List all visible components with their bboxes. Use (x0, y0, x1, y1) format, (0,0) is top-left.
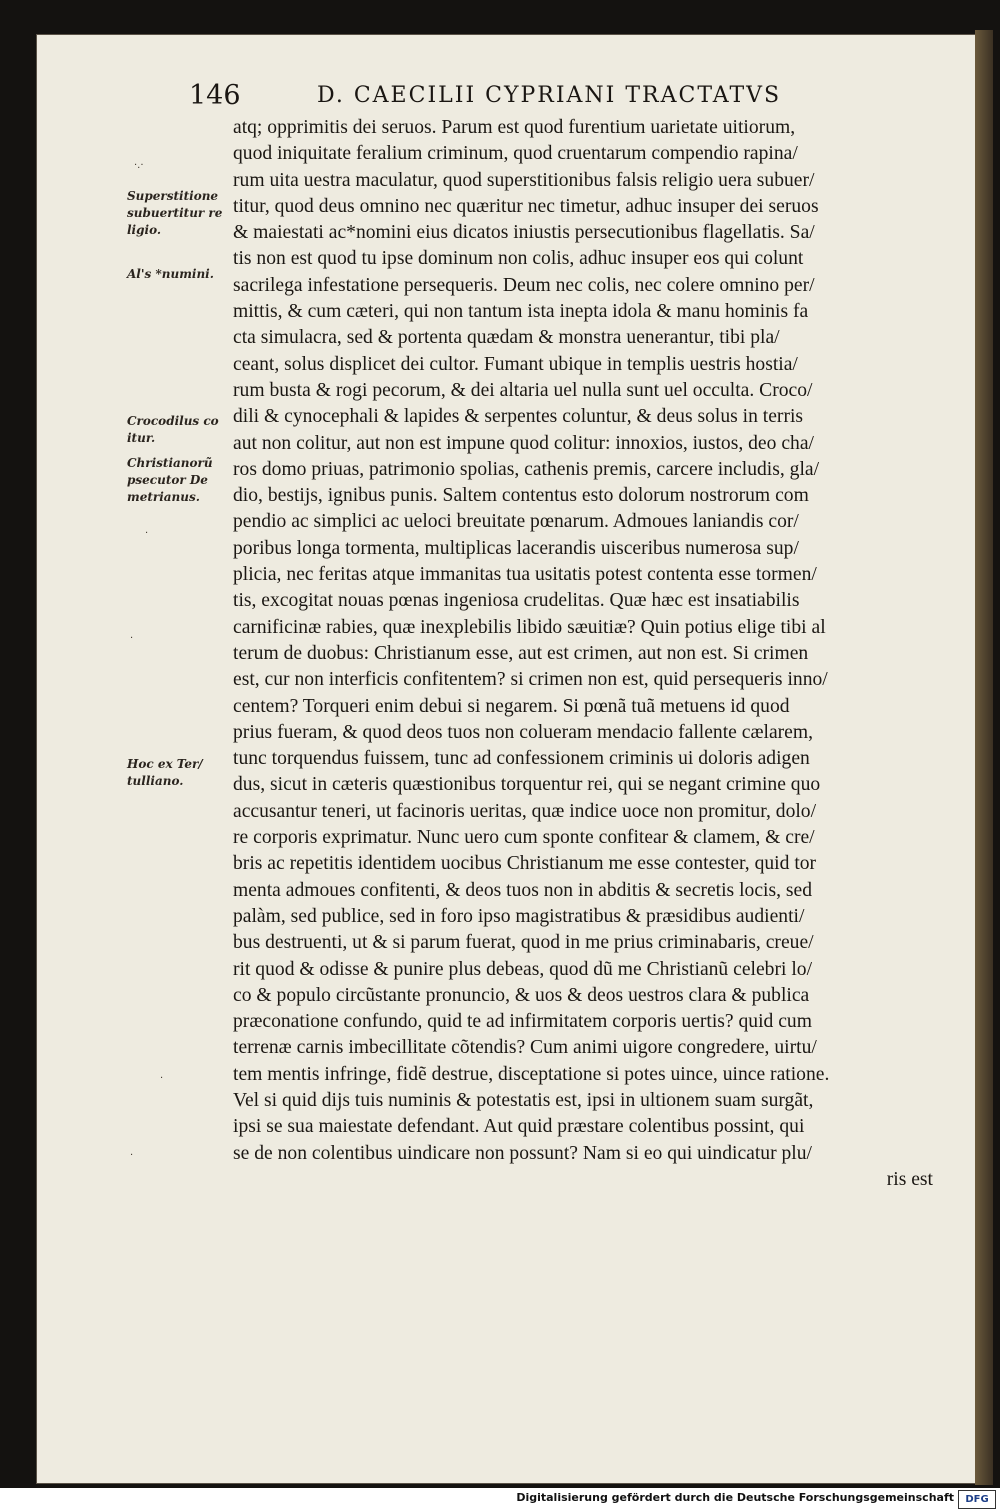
text-line: titur, quod deus omnino nec quæritur nec timetur, adhuc insuper dei seruos (233, 195, 819, 217)
margin-note-tertulliano: Hoc ex Ter/ tulliano. (127, 757, 203, 788)
text-line: centem? Torqueri enim debui si negarem. Si pœnã tuã metuens id quod (233, 695, 790, 717)
dfg-logo: DFG (958, 1490, 996, 1509)
text-line: dili & cynocephali & lapides & serpentes coluntur, & deus solus in terris (233, 406, 804, 428)
stray-mark: · (130, 633, 134, 644)
text-line: tem mentis infringe, fidẽ destrue, disceptatione si potes uince, uince ratione. (233, 1063, 830, 1085)
text-line: quod iniquitate feralium criminum, quod cruentarum compendio rapina/ (233, 143, 798, 165)
text-line: pendio ac simplici ac ueloci breuitate pœnarum. Admoues laniandis cor/ (233, 511, 799, 533)
text-line: ris est (886, 1168, 933, 1190)
text-line: plicia, nec feritas atque immanitas tua usitatis potest contenta esse tormen/ (233, 564, 817, 586)
text-line: dio, bestijs, ignibus punis. Saltem contentus esto dolorum nostrorum com (233, 485, 809, 507)
text-line: se de non colentibus uindicare non possunt? Nam si eo qui uindicatur plu/ (233, 1142, 812, 1164)
text-line: sacrilega infestatione persequeris. Deum nec colis, nec colere omnino per/ (233, 274, 815, 296)
running-head: D. CAECILII CYPRIANI TRACTATVS (317, 83, 782, 108)
text-line: ros domo priuas, patrimonio spolias, cathenis premis, carcere includis, gla/ (233, 458, 820, 480)
text-line: terrenæ carnis imbecillitate cõtendis? Cum animi uigore congredere, uirtu/ (233, 1037, 817, 1059)
funding-credit: Digitalisierung gefördert durch die Deutsche Forschungsgemeinschaft (516, 1491, 954, 1504)
text-line: tis non est quod tu ipse dominum non colis, adhuc insuper eos qui colunt (233, 248, 804, 270)
text-line: tis, excogitat nouas pœnas ingeniosa crudelitas. Quæ hæc est insatiabilis (233, 590, 800, 612)
text-line: est, cur non interficis confitentem? si crimen non est, quid persequeris inno/ (233, 669, 828, 691)
book-edge (975, 30, 993, 1485)
text-line: poribus longa tormenta, multiplicas lacerandis uisceribus numerosa sup/ (233, 537, 799, 559)
text-line: re corporis exprimatur. Nunc uero cum sponte confitear & clamem, & cre/ (233, 827, 815, 849)
stray-mark: ·.· (134, 160, 144, 171)
margin-note-crocodilus: Crocodilus co itur. (127, 414, 219, 445)
main-text (233, 115, 933, 1193)
text-line: ipsi se sua maiestate defendant. Aut quid præstare colentibus possint, qui (233, 1116, 805, 1138)
text-line: rum busta & rogi pecorum, & dei altaria uel nulla sunt uel occulta. Croco/ (233, 379, 813, 401)
text-line: mittis, & cum cæteri, qui non tantum ista inepta idola & manu hominis fa (233, 301, 809, 323)
text-line: atq; opprimitis dei seruos. Parum est quod furentium uarietate uitiorum, (233, 117, 796, 138)
margin-note-alias-numini: Al's *numini. (127, 267, 214, 281)
text-line: bris ac repetitis identidem uocibus Christianum me esse contester, quid tor (233, 853, 817, 875)
text-line: accusantur teneri, ut facinoris ueritas, quæ indice uoce non promitur, dolo/ (233, 800, 817, 822)
text-line: rum uita uestra maculatur, quod superstitionibus falsis religio uera subuer/ (233, 169, 815, 191)
text-line: co & populo circũstante pronuncio, & uos & deos uestros clara & publica (233, 984, 810, 1006)
text-line: cta simulacra, sed & portenta quædam & monstra uenerantur, tibi pla/ (233, 327, 780, 349)
text-line: præconatione confundo, quid te ad infirmitatem corporis uertis? quid cum (233, 1011, 812, 1033)
margin-note-christianorum-persecutor: Christianorũ psecutor De metrianus. (127, 456, 213, 504)
text-line: carnificinæ rabies, quæ inexplebilis libido sæuitiæ? Quin potius elige tibi al (233, 616, 826, 638)
text-line: & maiestati ac*nomini eius dicatos iniustis persecutionibus flagellatis. Sa/ (233, 222, 815, 244)
page-number: 146 (189, 80, 241, 111)
stray-mark: · (160, 1073, 164, 1084)
text-line: palàm, sed publice, sed in foro ipso magistratibus & præsidibus audienti/ (233, 905, 805, 927)
text-line: terum de duobus: Christianum esse, aut est crimen, aut non est. Si crimen (233, 642, 809, 664)
margin-note-superstitione: Superstitione subuertitur re ligio. (127, 189, 223, 237)
text-line: aut non colitur, aut non est impune quod colitur: innoxios, iustos, deo cha/ (233, 432, 814, 454)
text-line: tunc torquendus fuissem, tunc ad confessionem criminis ui doloris adigen (233, 748, 810, 770)
text-line: bus destruenti, ut & si parum fuerat, quod in me prius criminabaris, creue/ (233, 932, 814, 954)
stray-mark: · (145, 528, 149, 539)
text-line: menta admoues confitenti, & deos tuos non in abditis & secretis locis, sed (233, 879, 813, 901)
text-line: ceant, solus displicet dei cultor. Fumant ubique in templis uestris hostia/ (233, 353, 798, 375)
text-line: Vel si quid dijs tuis numinis & potestatis est, ipsi in ultionem suam surgãt, (233, 1089, 814, 1111)
text-line: dus, sicut in cæteris quæstionibus torquentur rei, qui se negant crimine quo (233, 774, 821, 796)
text-line: prius fueram, & quod deos tuos non colueram mendacio fallente cælarem, (233, 721, 814, 743)
text-line: rit quod & odisse & punire plus debeas, quod dũ me Christianũ celebri lo/ (233, 958, 813, 980)
page-header (189, 80, 869, 114)
stray-mark: · (130, 1150, 134, 1161)
digitization-footer (0, 1488, 1000, 1511)
